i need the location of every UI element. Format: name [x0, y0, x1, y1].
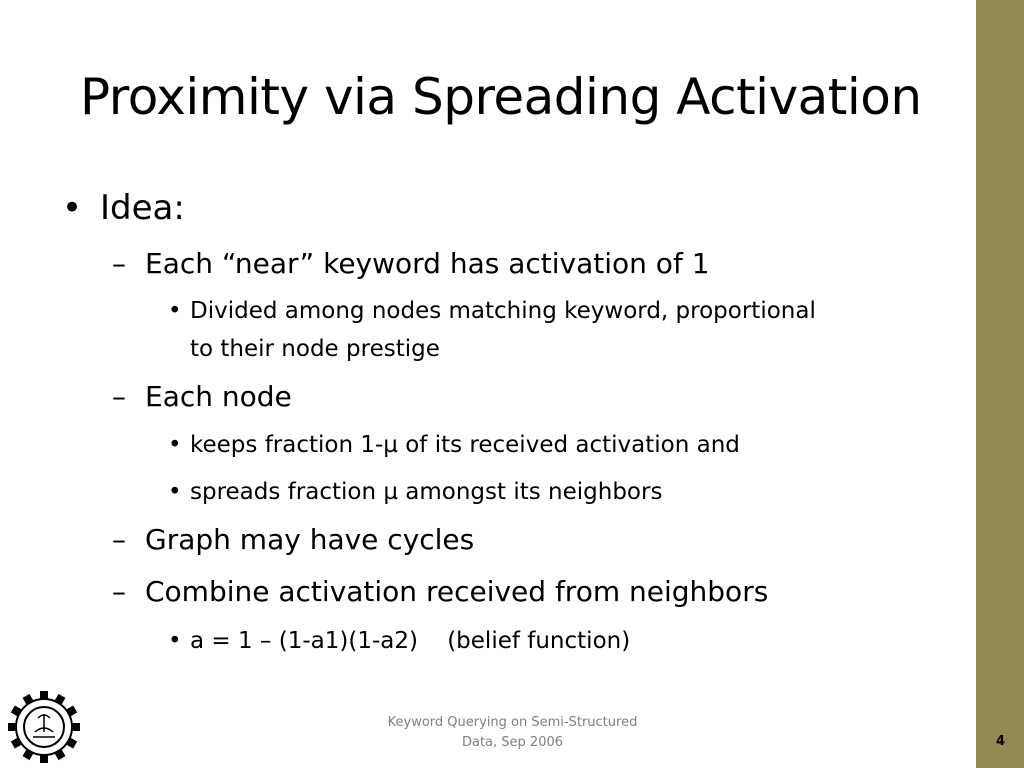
dash-marker: –: [112, 575, 126, 608]
bullet-formula: a = 1 – (1-a1)(1-a2) (belief function): [190, 628, 631, 654]
bullet-idea: Idea:: [100, 188, 185, 228]
slide-title: Proximity via Spreading Activation: [80, 68, 922, 126]
bullet-spreads-fraction: spreads fraction µ amongst its neighbors: [190, 479, 663, 505]
gear-emblem-icon: [5, 688, 83, 766]
footer-line-2: Data, Sep 2006: [461, 735, 564, 750]
bullet-marker: •: [62, 188, 83, 228]
dash-marker: –: [112, 523, 126, 556]
bullet-marker: •: [168, 479, 182, 505]
near-text-before: Each: [145, 247, 222, 280]
footer-line-1: Keyword Querying on Semi-Structured: [387, 715, 638, 730]
near-text-after: keyword has activation of 1: [314, 247, 710, 280]
bullet-divided-line2: to their node prestige: [190, 336, 440, 362]
bullet-combine-activation: Combine activation received from neighbors: [145, 575, 769, 608]
side-accent-bar: [976, 0, 1024, 768]
bullet-marker: •: [168, 432, 182, 458]
bullet-near-keyword: [145, 247, 710, 281]
bullet-divided-line1: Divided among nodes matching keyword, proportional: [190, 298, 816, 324]
bullet-each-node: Each node: [145, 380, 292, 413]
bullet-marker: •: [168, 628, 182, 654]
dash-marker: –: [112, 247, 126, 280]
bullet-marker: •: [168, 298, 182, 324]
bullet-graph-cycles: Graph may have cycles: [145, 523, 475, 556]
bullet-keeps-fraction: keeps fraction 1-µ of its received activation and: [190, 432, 740, 458]
institute-logo: [5, 688, 83, 766]
slide-footer: [370, 713, 655, 753]
near-quoted-word: “near”: [221, 247, 315, 280]
page-number: 4: [996, 734, 1006, 749]
dash-marker: –: [112, 380, 126, 413]
